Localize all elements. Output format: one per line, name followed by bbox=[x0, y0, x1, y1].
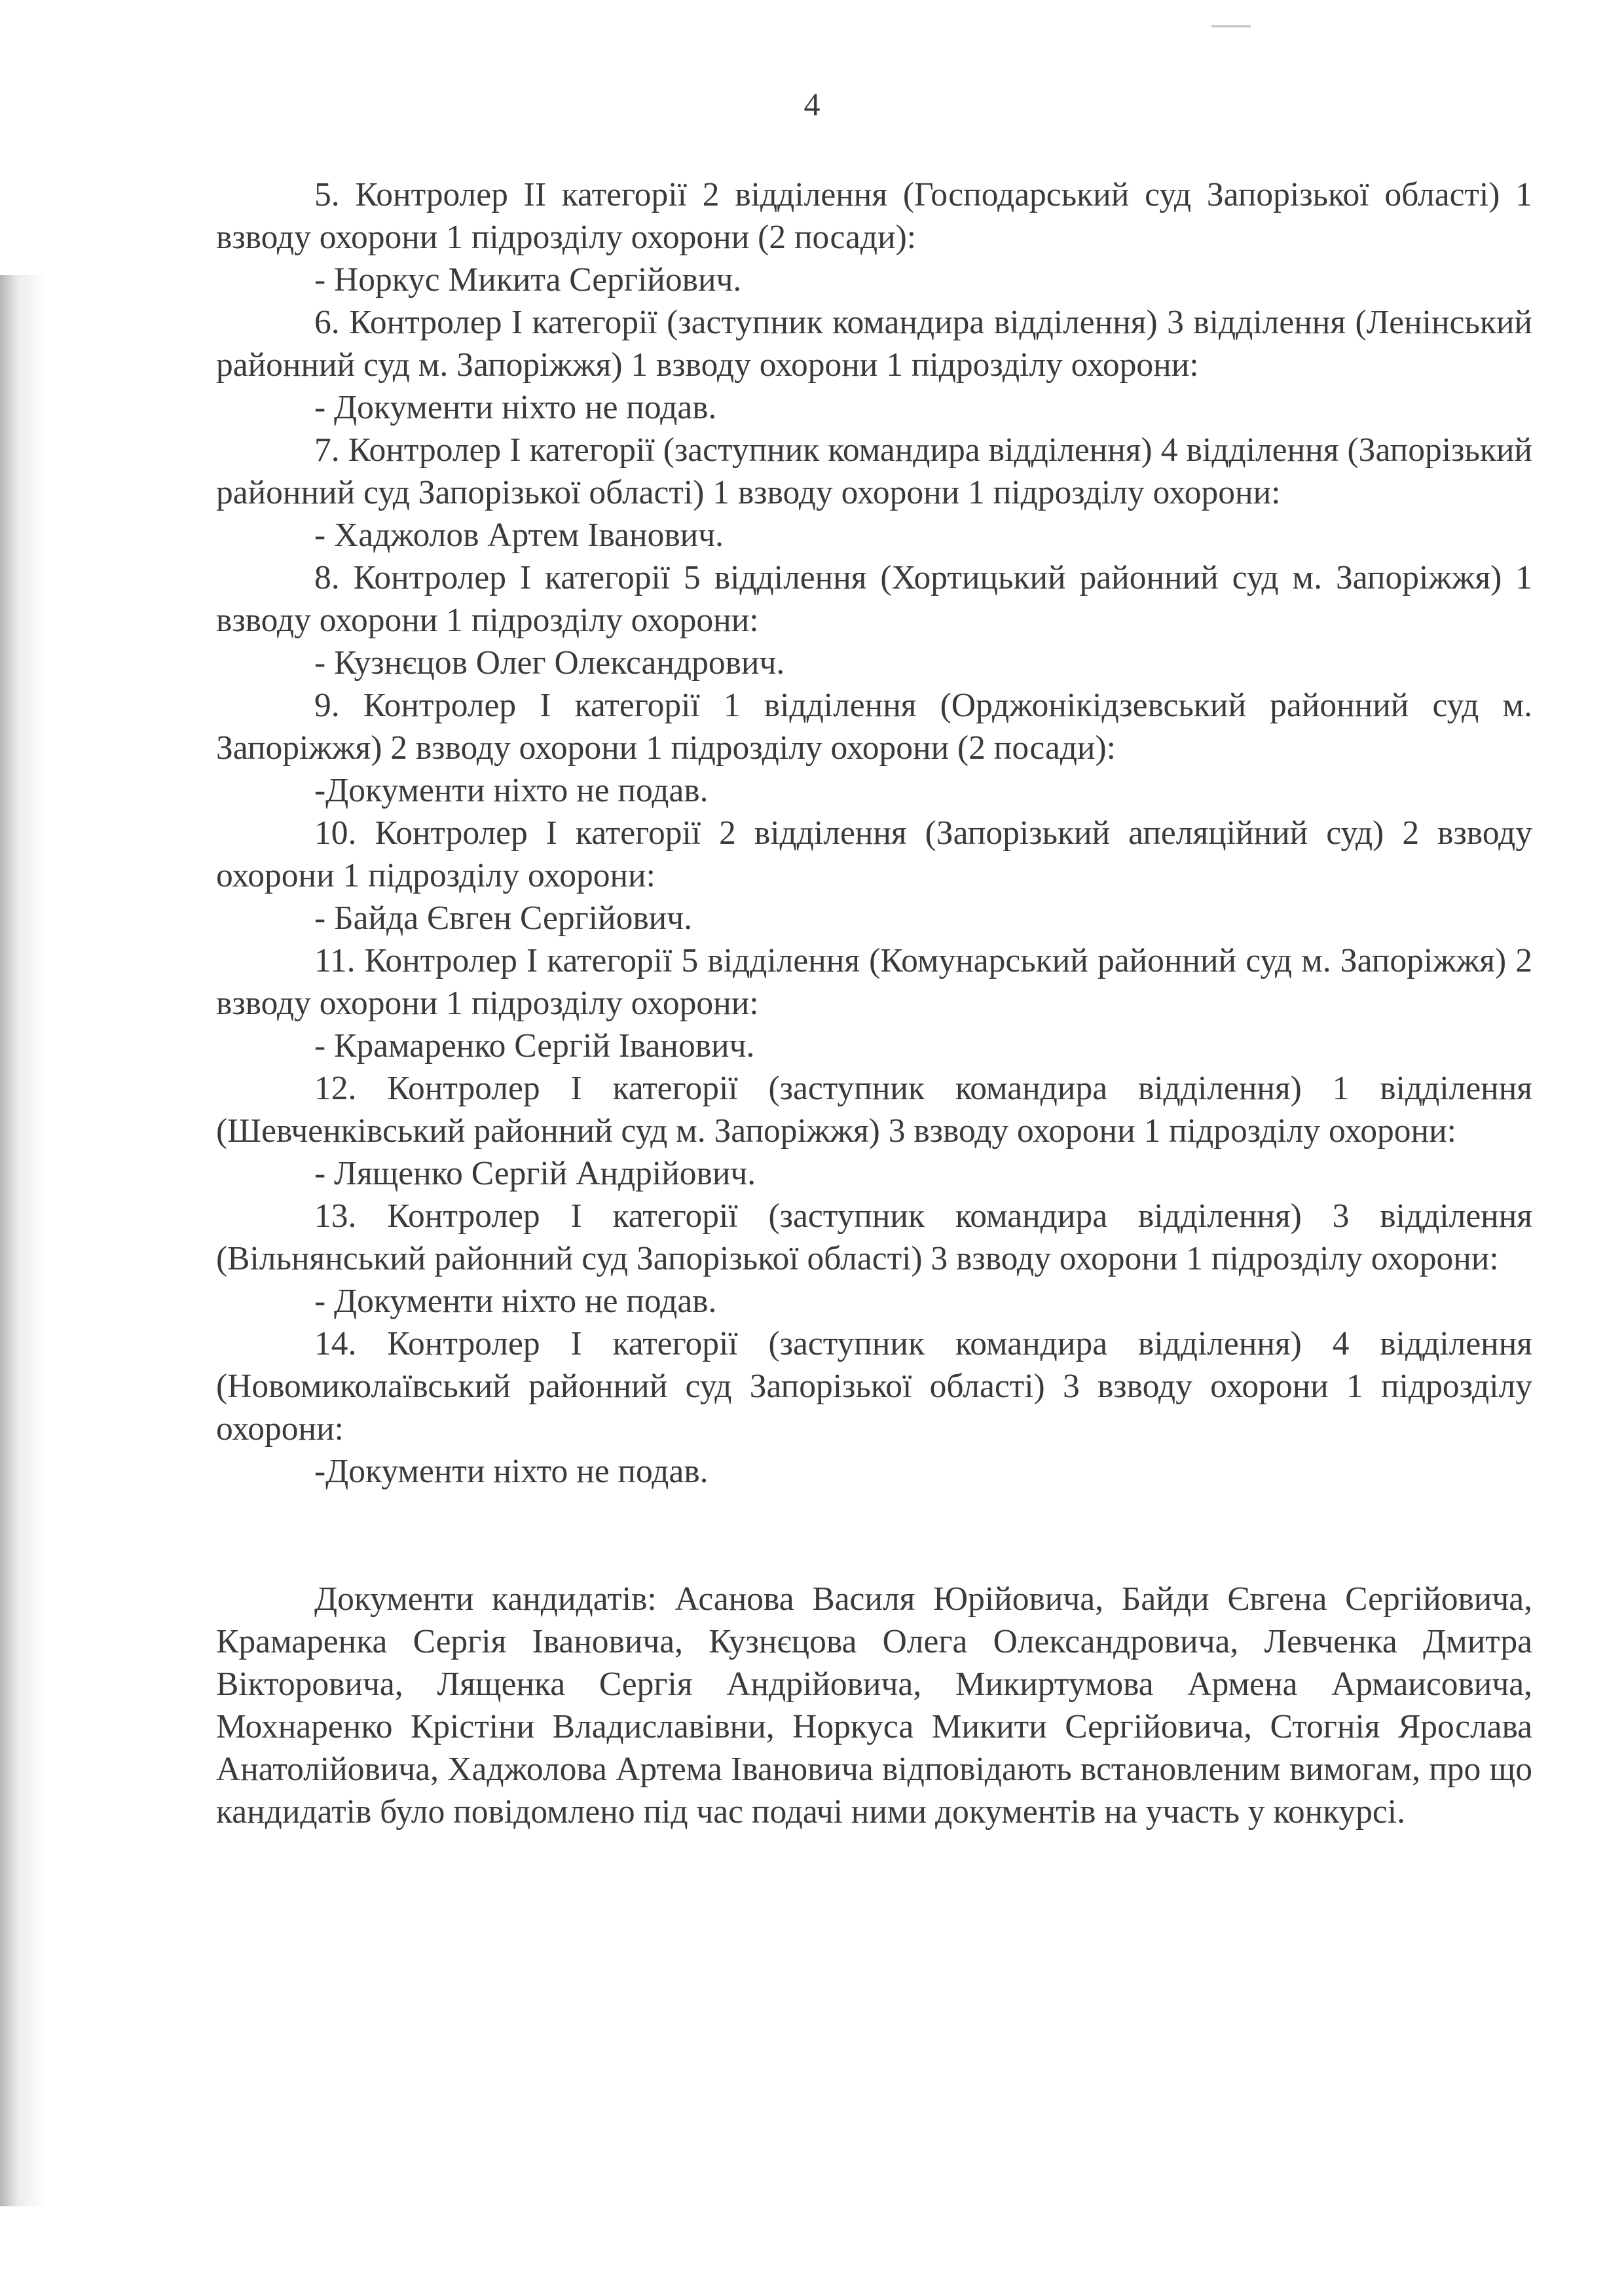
candidate-line: - Хаджолов Артем Іванович. bbox=[314, 517, 724, 554]
closing-paragraph: Документи кандидатів: Асанова Василя Юрійовича, Байди Євгена Сергійовича, Крамаренка Сергія Івановича, Кузнєцова Олега Олександровича, Левченка Дмитра Вікторовича, Лященка Сергія Андрійовича, Микиртумова Армена Армаисовича, Мохнаренко Крістіни Владиславівни, Норкуса Микити Сергійовича, Стогнія Ярослава Анатолійовича, Хаджолова Артема Івановича відповідають встановленим вимогам, про що кандидатів було повідомлено під час подачі ними документів на участь у конкурсі. bbox=[216, 1580, 1532, 1831]
position-text: 5. Контролер ІІ категорії 2 відділення (Господарський суд Запорізької області) 1 взводу охорони 1 підрозділу охорони (2 посади): bbox=[216, 176, 1532, 256]
list-item bbox=[216, 1322, 1532, 1493]
position-text: 7. Контролер І категорії (заступник командира відділення) 4 відділення (Запорізький районний суд Запорізької області) 1 взводу охорони 1 підрозділу охорони: bbox=[216, 431, 1532, 511]
list-item bbox=[216, 684, 1532, 812]
position-text: 8. Контролер І категорії 5 відділення (Хортицький районний суд м. Запоріжжя) 1 взводу охорони 1 підрозділу охорони: bbox=[216, 559, 1532, 639]
list-item bbox=[216, 173, 1532, 301]
position-text: 6. Контролер І категорії (заступник командира відділення) 3 відділення (Ленінський районний суд м. Запоріжжя) 1 взводу охорони 1 підрозділу охорони: bbox=[216, 304, 1532, 384]
list-item bbox=[216, 301, 1532, 429]
candidate-line: - Кузнєцов Олег Олександрович. bbox=[314, 644, 785, 682]
list-item bbox=[216, 1195, 1532, 1322]
position-text: 14. Контролер І категорії (заступник командира відділення) 4 відділення (Новомиколаївський районний суд Запорізької області) 3 взводу охорони 1 підрозділу охорони: bbox=[216, 1325, 1532, 1448]
candidate-line: - Документи ніхто не подав. bbox=[314, 389, 717, 426]
candidate-line: - Лященко Сергій Андрійович. bbox=[314, 1155, 756, 1192]
scan-shadow-edge bbox=[0, 275, 46, 2206]
candidate-line: -Документи ніхто не подав. bbox=[314, 1453, 709, 1490]
list-item bbox=[216, 939, 1532, 1067]
position-text: 12. Контролер І категорії (заступник командира відділення) 1 відділення (Шевченківський районний суд м. Запоріжжя) 3 взводу охорони 1 підрозділу охорони: bbox=[216, 1070, 1532, 1150]
list-item bbox=[216, 812, 1532, 939]
position-text: 9. Контролер І категорії 1 відділення (Орджонікідзевський районний суд м. Запоріжжя) 2 взводу охорони 1 підрозділу охорони (2 посади): bbox=[216, 687, 1532, 767]
candidate-line: - Крамаренко Сергій Іванович. bbox=[314, 1027, 755, 1065]
position-text: 10. Контролер І категорії 2 відділення (Запорізький апеляційний суд) 2 взводу охорони 1 підрозділу охорони: bbox=[216, 814, 1532, 894]
document-body bbox=[216, 173, 1532, 1833]
candidate-line: - Документи ніхто не подав. bbox=[314, 1283, 717, 1320]
position-text: 11. Контролер І категорії 5 відділення (Комунарський районний суд м. Запоріжжя) 2 взводу охорони 1 підрозділу охорони: bbox=[216, 942, 1532, 1022]
list-item bbox=[216, 556, 1532, 684]
candidate-line: - Байда Євген Сергійович. bbox=[314, 900, 692, 937]
candidate-line: - Норкус Микита Сергійович. bbox=[314, 261, 742, 299]
list-item bbox=[216, 1067, 1532, 1195]
page-number: 4 bbox=[803, 86, 821, 122]
scan-mark bbox=[1211, 25, 1251, 27]
list-item bbox=[216, 429, 1532, 556]
candidate-line: -Документи ніхто не подав. bbox=[314, 772, 709, 809]
position-text: 13. Контролер І категорії (заступник командира відділення) 3 відділення (Вільнянський районний суд Запорізької області) 3 взводу охорони 1 підрозділу охорони: bbox=[216, 1197, 1532, 1277]
